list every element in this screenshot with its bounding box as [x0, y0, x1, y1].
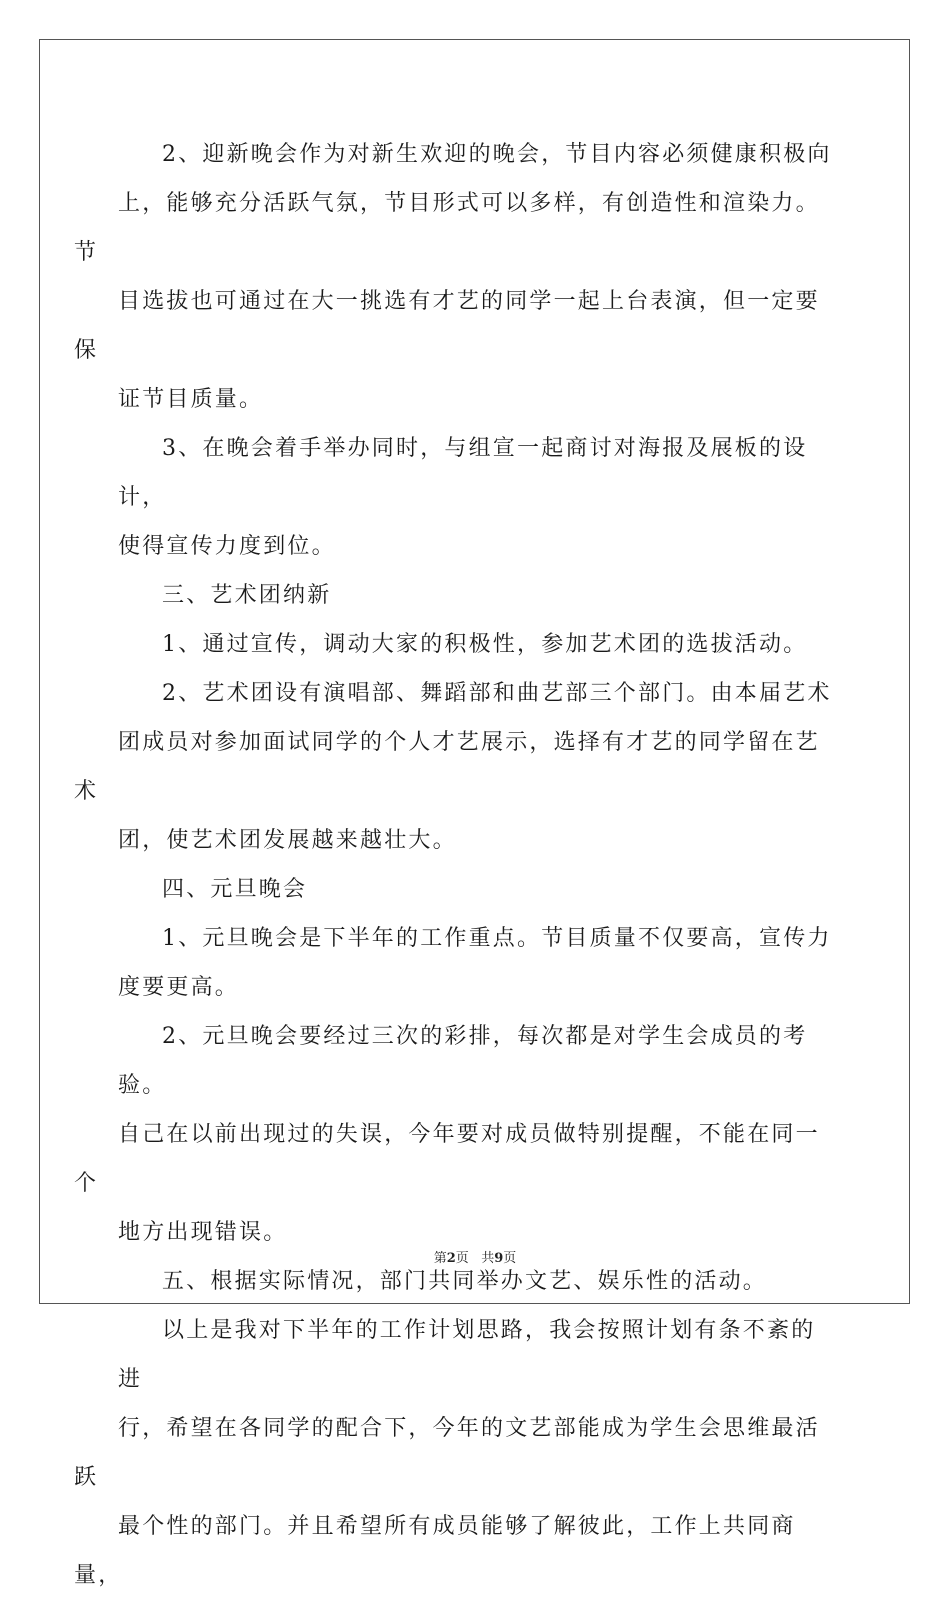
page-suffix: 页 — [455, 1251, 469, 1266]
text-line: 证节目质量。 — [118, 387, 264, 412]
text-line: 团，使艺术团发展越来越壮大。 — [118, 828, 457, 853]
text-line: 三、艺术团纳新 — [162, 583, 332, 608]
paragraph — [74, 1012, 838, 1257]
text-line: 1、元旦晚会是下半年的工作重点。节目质量不仅要高，宣传力 — [162, 926, 832, 951]
document-body — [74, 130, 838, 1600]
text-line: 自己在以前出现过的失误，今年要对成员做特别提醒，不能在同一个 — [74, 1122, 820, 1196]
text-line: 2、艺术团设有演唱部、舞蹈部和曲艺部三个部门。由本届艺术 — [162, 681, 832, 706]
paragraph — [118, 424, 838, 571]
text-line: 度要更高。 — [118, 975, 240, 1000]
page-prefix: 第 — [433, 1251, 447, 1266]
text-line: 2、元旦晚会要经过三次的彩排，每次都是对学生会成员的考验。 — [118, 1024, 808, 1098]
total-prefix: 共 — [481, 1251, 495, 1266]
text-line: 使得宣传力度到位。 — [118, 534, 336, 559]
text-line: 1、通过宣传，调动大家的积极性，参加艺术团的选拔活动。 — [162, 632, 808, 657]
text-line: 上，能够充分活跃气氛，节目形式可以多样，有创造性和渲染力。节 — [74, 191, 820, 265]
paragraph — [74, 130, 838, 424]
paragraph — [74, 669, 838, 865]
text-line: 目选拔也可通过在大一挑选有才艺的同学一起上台表演，但一定要保 — [74, 289, 820, 363]
text-line: 五、根据实际情况，部门共同举办文艺、娱乐性的活动。 — [162, 1269, 768, 1294]
paragraph — [118, 914, 838, 1012]
text-line: 四、元旦晚会 — [162, 877, 308, 902]
page-footer — [0, 1247, 950, 1266]
paragraph — [118, 620, 838, 669]
section-heading — [118, 865, 838, 914]
text-line: 地方出现错误。 — [118, 1220, 288, 1245]
paragraph — [74, 1306, 838, 1600]
text-line: 团成员对参加面试同学的个人才艺展示，选择有才艺的同学留在艺术 — [74, 730, 820, 804]
section-heading — [118, 571, 838, 620]
text-line: 3、在晚会着手举办同时，与组宣一起商讨对海报及展板的设计， — [118, 436, 808, 510]
total-suffix: 页 — [503, 1251, 517, 1266]
text-line: 以上是我对下半年的工作计划思路，我会按照计划有条不紊的进 — [118, 1318, 816, 1392]
total-pages-number: 9 — [494, 1251, 504, 1266]
text-line: 行，希望在各同学的配合下，今年的文艺部能成为学生会思维最活跃 — [74, 1416, 820, 1490]
text-line: 2、迎新晚会作为对新生欢迎的晚会，节目内容必须健康积极向 — [162, 142, 832, 167]
current-page-number: 2 — [446, 1251, 456, 1266]
text-line: 最个性的部门。并且希望所有成员能够了解彼此，工作上共同商量， — [74, 1514, 796, 1588]
